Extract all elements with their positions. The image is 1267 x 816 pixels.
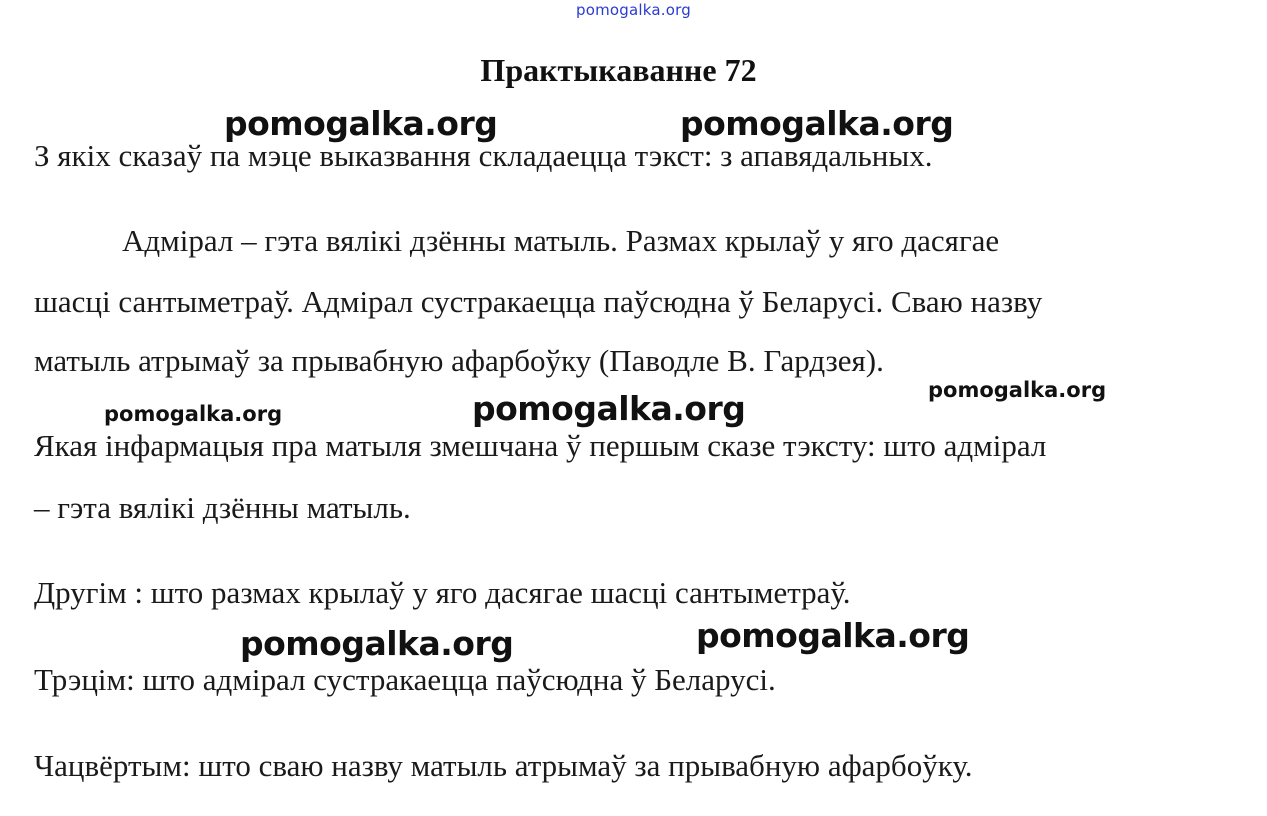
site-link[interactable]: pomogalka.org [576,1,691,19]
watermark: pomogalka.org [104,402,283,426]
question-line-1: З якіх сказаў па мэце выказвання складаецца тэкст: з апавядальных. [34,138,933,173]
watermark: pomogalka.org [240,624,514,663]
text-line-1: Адмірал – гэта вялікі дзённы матыль. Размах крылаў у яго дасягае [122,223,1000,258]
text-line-2: шасці сантыметраў. Адмірал сустракаецца паўсюдна ў Беларусі. Сваю назву [34,284,1043,319]
answer-line-4: Чацвёртым: што сваю назву матыль атрымаў за прывабную афарбоўку. [34,748,973,783]
watermark: pomogalka.org [680,104,954,143]
text-line-3: матыль атрымаў за прывабную афарбоўку (Паводле В. Гардзея). [34,343,884,378]
watermark: pomogalka.org [928,378,1107,402]
question-line-2: Якая інфармацыя пра матыля змешчана ў першым сказе тэксту: што адмірал [34,428,1047,463]
answer-line-3: Трэцім: што адмірал сустракаецца паўсюдна ў Беларусі. [34,662,776,697]
watermark: pomogalka.org [472,389,746,428]
page-title: Практыкаванне 72 [480,52,757,88]
answer-line-2: Другім : што размах крылаў у яго дасягае шасці сантыметраў. [34,575,851,610]
watermark: pomogalka.org [224,104,498,143]
watermark: pomogalka.org [696,616,970,655]
answer-line-1: – гэта вялікі дзённы матыль. [34,490,411,525]
